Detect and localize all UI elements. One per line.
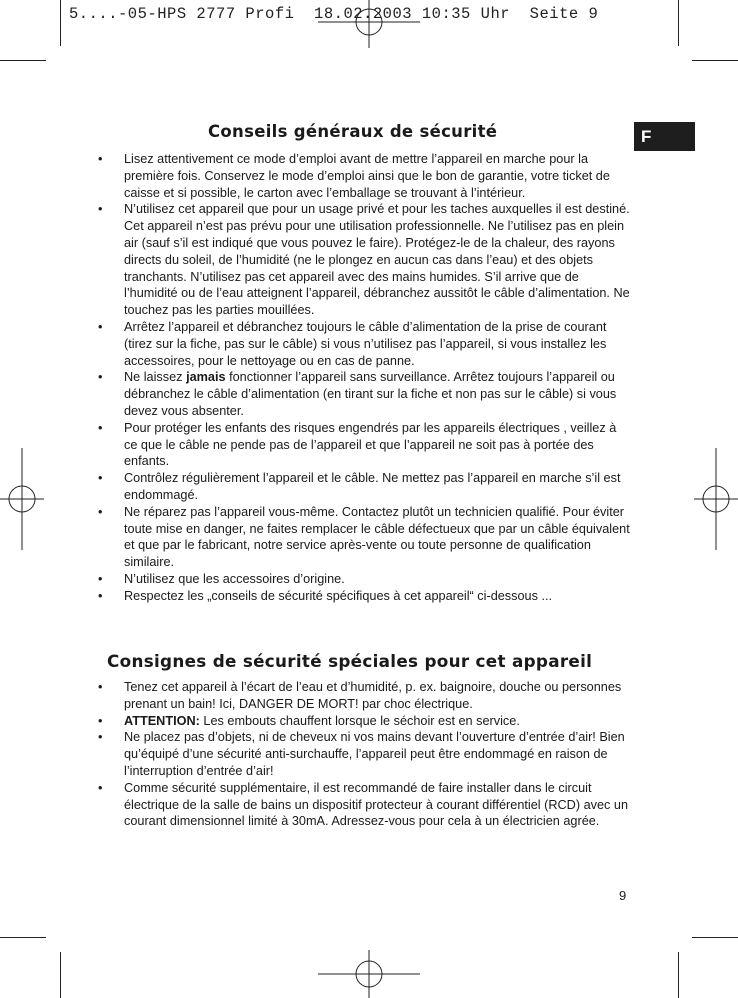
crop-mark <box>60 952 61 998</box>
section-title-special-safety: Consignes de sécurité spéciales pour cet appareil <box>107 651 593 671</box>
bullet-icon: • <box>98 504 103 519</box>
print-header: 5....-05-HPS 2777 Profi 18.02.2003 10:35 Uhr Seite 9 <box>69 5 599 23</box>
list-item: • Ne placez pas d’objets, ni de cheveux ni vos mains devant l’ouverture d’entrée d’air! Bien qu’équipé d’une sécurité anti-surchauffe, l’appareil peut être endommagé en raison de l’interruption d’entrée d’air! <box>98 730 625 778</box>
general-safety-list <box>96 151 630 605</box>
list-item: • N’utilisez cet appareil que pour un usage privé et pour les taches auxquelles il est destiné. Cet appareil n’est pas prévu pour une utilisation professionnelle. Ne l’utilisez pas en plein air (sauf s’il est indiqué que vous pouvez le faire). Protégez-le de la chaleur, des rayons directs du soleil, de l’humidité (ne le plongez en aucun cas dans l’eau) et des objets tranchants. N’utilisez pas cet appareil avec des mains humides. S’il arrive que de l’humidité ou de l’eau atteignent l’appareil, débranchez aussitôt le câble d’alimentation. Ne touchez pas les parties mouillées. <box>98 202 630 318</box>
bullet-icon: • <box>98 152 103 166</box>
list-item: • ATTENTION: Les embouts chauffent lorsque le séchoir est en service. <box>98 713 520 728</box>
registration-mark-left <box>0 448 46 558</box>
registration-mark-bottom <box>318 948 422 998</box>
list-item: • N’utilisez que les accessoires d’origine. <box>98 571 345 586</box>
list-item: • Respectez les „conseils de sécurité spécifiques à cet appareil“ ci-dessous ... <box>98 588 553 603</box>
list-item: • Ne réparez pas l’appareil vous-même. Contactez plutôt un technicien qualifié. Pour éviter toute mise en danger, ne faites remplacer le câble défectueux que par un câble équivalent et que par le fabricant, notre service après-vente ou toute personne de qualification similaire. <box>98 504 630 570</box>
crop-mark <box>678 952 679 998</box>
bullet-icon: • <box>98 370 103 385</box>
list-item: • Contrôlez régulièrement l’appareil et le câble. Ne mettez pas l’appareil en marche s’il est endommagé. <box>98 471 621 502</box>
registration-mark-right <box>692 448 738 558</box>
list-item: • Comme sécurité supplémentaire, il est recommandé de faire installer dans le circuit électrique de la salle de bains un dispositif protecteur à courant différentiel (RCD) avec un courant dimensionnel limité à 30mA. Adressez-vous pour cela à un électricien agrée. <box>98 780 629 829</box>
bullet-icon: • <box>98 202 103 217</box>
crop-mark <box>60 0 61 46</box>
emphasis: jamais <box>186 370 226 385</box>
registration-mark-top <box>318 0 422 50</box>
bullet-icon: • <box>98 420 103 435</box>
list-item: • Ne laissez jamais fonctionner l’appareil sans surveillance. Arrêtez toujours l’appareil ou débranchez le câble d’alimentation (en tirant sur la fiche et non pas sur le câble) si vous devez vous absenter. <box>98 370 617 418</box>
emphasis: ATTENTION: <box>124 713 200 728</box>
bullet-icon: • <box>98 730 103 745</box>
bullet-icon: • <box>98 319 103 334</box>
bullet-icon: • <box>98 571 103 586</box>
list-item: • Lisez attentivement ce mode d’emploi avant de mettre l’appareil en marche pour la première fois. Conservez le mode d’emploi ainsi que le bon de garantie, votre ticket de caisse et si possible, le carton avec l’emballage se trouvant à l’intérieur. <box>98 152 610 200</box>
bullet-icon: • <box>98 588 103 603</box>
bullet-icon: • <box>98 471 103 486</box>
list-item: • Pour protéger les enfants des risques engendrés par les appareils électriques , veillez à ce que le câble ne pende pas de l’appareil et que l’appareil ne soit pas à portée des enfants. <box>98 420 617 469</box>
language-tab: F <box>634 122 695 151</box>
bullet-icon: • <box>98 780 103 795</box>
page-number: 9 <box>619 888 627 903</box>
crop-mark <box>692 937 738 938</box>
crop-mark <box>678 0 679 46</box>
special-safety-list <box>96 679 630 830</box>
crop-mark <box>0 937 46 938</box>
list-item: • Arrêtez l’appareil et débranchez toujours le câble d’alimentation de la prise de courant (tirez sur la fiche, pas sur le câble) si vous n’utilisez pas l’appareil, si vous installez les accessoires, pour le nettoyage ou en cas de panne. <box>98 319 607 368</box>
crop-mark <box>0 60 46 61</box>
section-title-general-safety: Conseils généraux de sécurité <box>208 122 498 141</box>
crop-mark <box>692 60 738 61</box>
bullet-icon: • <box>98 713 103 728</box>
bullet-icon: • <box>98 680 103 694</box>
list-item: • Tenez cet appareil à l’écart de l’eau et d’humidité, p. ex. baignoire, douche ou personnes prenant un bain! Ici, DANGER DE MORT! par choc électrique. <box>98 680 622 711</box>
